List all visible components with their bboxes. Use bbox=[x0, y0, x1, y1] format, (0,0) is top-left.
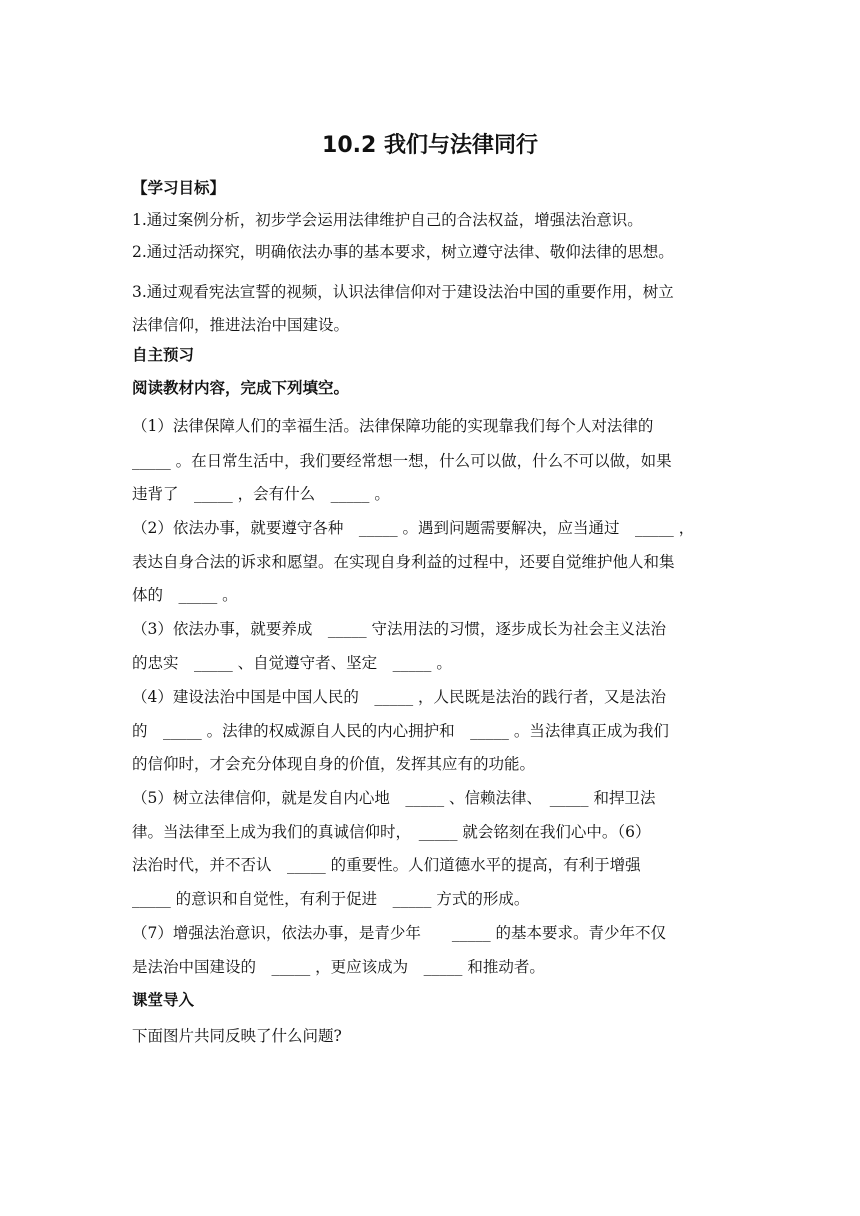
document-title: 10.2 我们与法律同行 bbox=[322, 133, 538, 158]
objectives-heading: 【学习目标】 bbox=[132, 179, 226, 197]
fill-line: （1）法律保障人们的幸福生活。法律保障功能的实现靠我们每个人对法律的 bbox=[132, 417, 654, 435]
fill-line: （2）依法办事，就要遵守各种 _____ 。遇到问题需要解决，应当通过 _____ ， bbox=[132, 519, 695, 537]
fill-line: （4）建设法治中国是中国人民的 _____ ，人民既是法治的践行者，又是法治 bbox=[132, 688, 667, 706]
objective-line: 1.通过案例分析，初步学会运用法律维护自己的合法权益，增强法治意识。 bbox=[132, 211, 643, 229]
preview-heading: 自主预习 bbox=[132, 346, 195, 364]
objective-line: 法律信仰，推进法治中国建设。 bbox=[132, 316, 350, 334]
objective-line: 3.通过观看宪法宣誓的视频，认识法律信仰对于建设法治中国的重要作用，树立 bbox=[132, 283, 674, 301]
fill-line: 的 _____ 。法律的权威源自人民的内心拥护和 _____ 。当法律真正成为我们 bbox=[132, 722, 669, 740]
fill-line: 是法治中国建设的 _____ ，更应该成为 _____ 和推动者。 bbox=[132, 958, 545, 976]
lead-in-heading: 课堂导入 bbox=[132, 991, 195, 1009]
objective-line: 2.通过活动探究，明确依法办事的基本要求，树立遵守法律、敬仰法律的思想。 bbox=[132, 243, 674, 261]
fill-line: 表达自身合法的诉求和愿望。在实现自身利益的过程中，还要自觉维护他人和集 bbox=[132, 553, 675, 571]
fill-line: _____ 。在日常生活中，我们要经常想一想，什么可以做，什么不可以做，如果 bbox=[132, 452, 672, 470]
fill-line: _____ 的意识和自觉性，有利于促进 _____ 方式的形成。 bbox=[132, 890, 530, 908]
preview-instruction: 阅读教材内容，完成下列填空。 bbox=[132, 379, 350, 397]
fill-line: 法治时代，并不否认 _____ 的重要性。人们道德水平的提高，有利于增强 bbox=[132, 856, 641, 874]
fill-line: 律。当法律至上成为我们的真诚信仰时， _____ 就会铭刻在我们心中。（6） bbox=[132, 823, 651, 841]
fill-line: 体的 _____ 。 bbox=[132, 586, 238, 604]
fill-line: 违背了 _____ ，会有什么 _____ 。 bbox=[132, 485, 390, 503]
lead-in-question: 下面图片共同反映了什么问题? bbox=[132, 1027, 342, 1045]
fill-line: 的信仰时，才会充分体现自身的价值，发挥其应有的功能。 bbox=[132, 755, 536, 773]
fill-line: 的忠实 _____ 、自觉遵守者、坚定 _____ 。 bbox=[132, 654, 452, 672]
fill-line: （7）增强法治意识，依法办事，是青少年 _____ 的基本要求。青少年不仅 bbox=[132, 924, 667, 942]
fill-line: （5）树立法律信仰，就是发自内心地 _____ 、信赖法律、 _____ 和捍卫法 bbox=[132, 789, 656, 807]
fill-line: （3）依法办事，就要养成 _____ 守法用法的习惯，逐步成长为社会主义法治 bbox=[132, 620, 667, 638]
